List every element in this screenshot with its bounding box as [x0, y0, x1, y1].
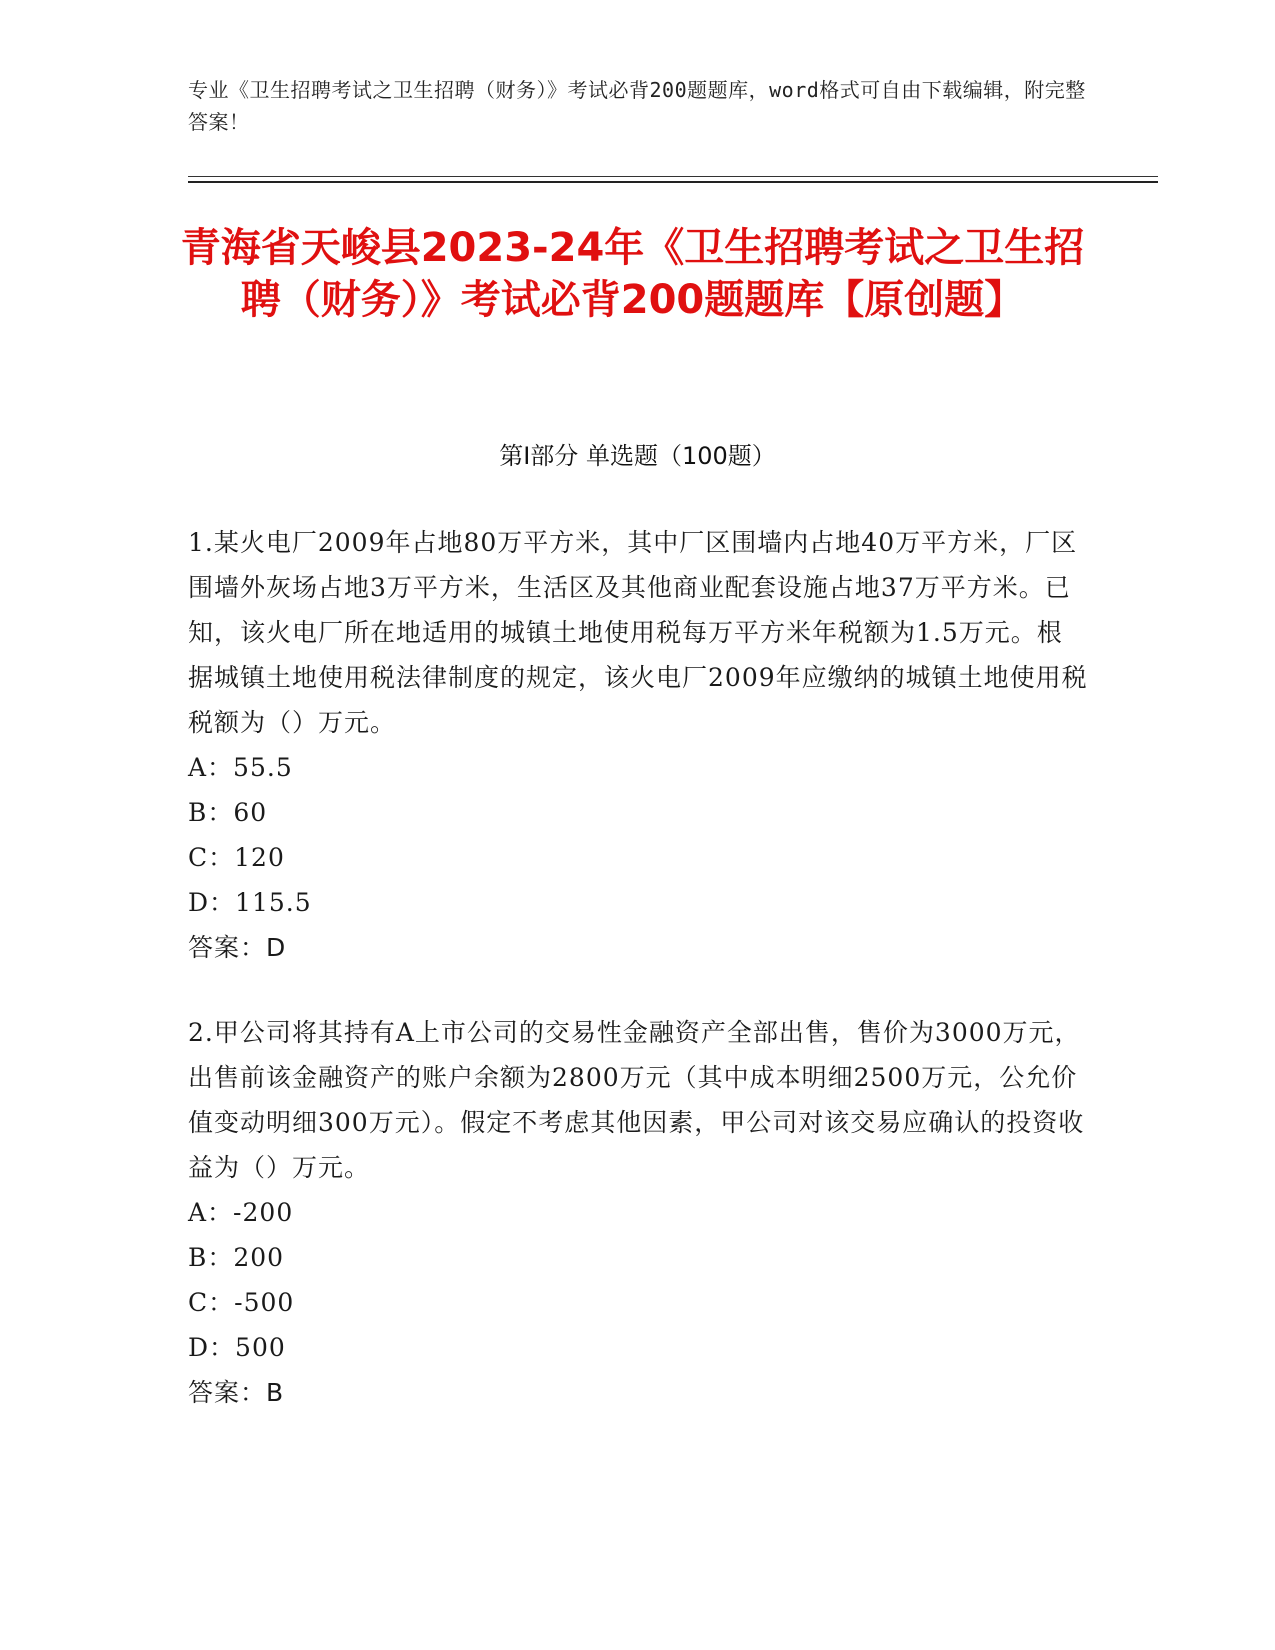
answer-line: 答案：D: [188, 933, 287, 962]
question-block: [188, 1010, 1088, 1415]
option-a: A：-200: [188, 1198, 294, 1227]
option-b: B：200: [188, 1243, 285, 1272]
header-divider-thick: [188, 181, 1158, 183]
header-note: 专业《卫生招聘考试之卫生招聘（财务）》考试必背200题题库，word格式可自由下载编辑，附完整答案！: [188, 78, 1086, 134]
option-d: D：115.5: [188, 888, 312, 917]
option-c: C：120: [188, 843, 285, 872]
option-b: B：60: [188, 798, 268, 827]
section-heading: 第Ⅰ部分 单选题（100题）: [499, 442, 776, 470]
question-block: [188, 520, 1088, 970]
answer-line: 答案：B: [188, 1378, 285, 1407]
header-divider-thin: [188, 176, 1158, 177]
document-title: 青海省天峻县2023-24年《卫生招聘考试之卫生招聘（财务）》考试必背200题题库【原创题】: [180, 225, 1085, 323]
option-d: D：500: [188, 1333, 286, 1362]
question-stem: 2.甲公司将其持有A上市公司的交易性金融资产全部出售，售价为3000万元，出售前该金融资产的账户余额为2800万元（其中成本明细2500万元，公允价值变动明细300万元）。假定不考虑其他因素，甲公司对该交易应确认的投资收益为（）万元。: [188, 1018, 1085, 1182]
option-c: C：-500: [188, 1288, 295, 1317]
question-stem: 1.某火电厂2009年占地80万平方米，其中厂区围墙内占地40万平方米，厂区围墙外灰场占地3万平方米，生活区及其他商业配套设施占地37万平方米。已知，该火电厂所在地适用的城镇土地使用税每万平方米年税额为1.5万元。根据城镇土地使用税法律制度的规定，该火电厂2009年应缴纳的城镇土地使用税税额为（）万元。: [188, 528, 1088, 737]
option-a: A：55.5: [188, 753, 293, 782]
